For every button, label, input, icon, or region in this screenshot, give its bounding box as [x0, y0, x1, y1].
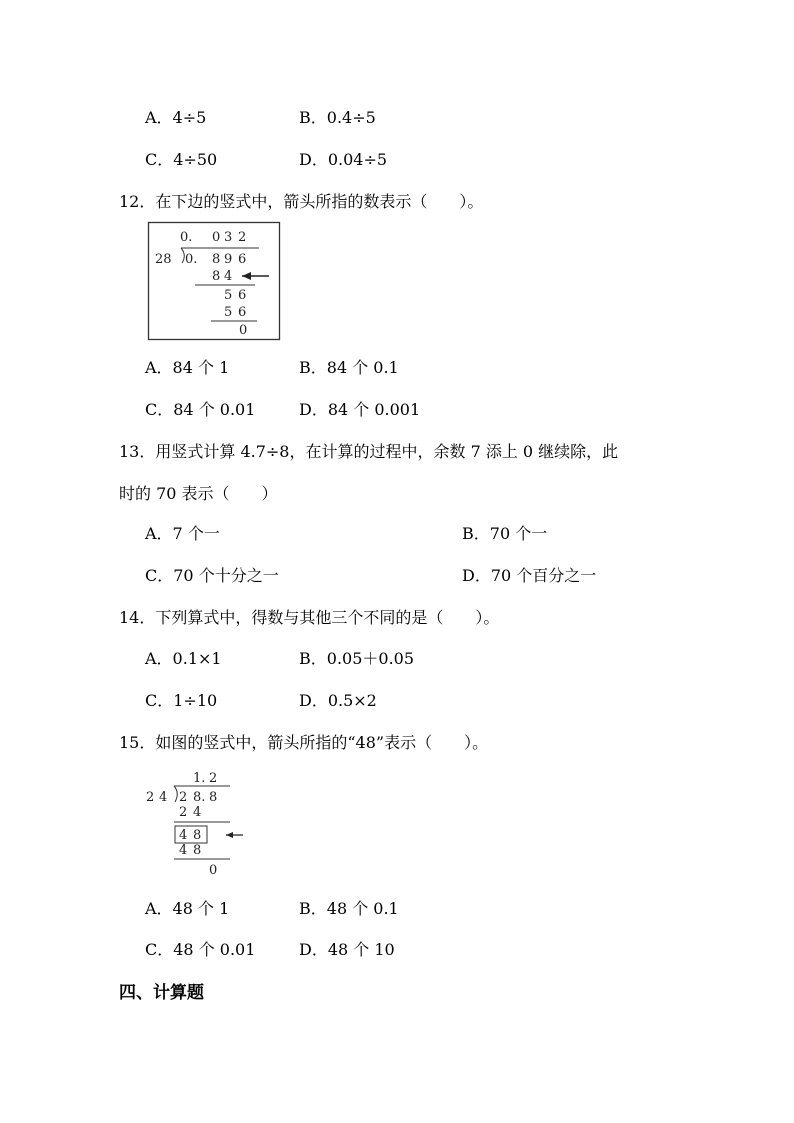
q12-bracket	[181, 248, 184, 263]
q12-rem1-d2: 6	[238, 288, 247, 303]
q12-arrow-icon	[242, 272, 251, 280]
q15-divisor-d2: 4	[159, 790, 168, 805]
q13-stem-line-2: 时的 70 表示（ ）	[119, 484, 278, 503]
q12-quotient-int: 0.	[180, 230, 193, 245]
q12-step2-d1: 5	[224, 305, 233, 320]
q14-stem: 14．下列算式中，得数与其他三个不同的是（ ）。	[119, 608, 500, 627]
section-title: 四、计算题	[119, 983, 204, 1003]
q15-step1-d1: 2	[179, 805, 188, 820]
q15-step2-d1: 4	[179, 843, 188, 858]
q15-option-a: A．48 个 1	[145, 899, 230, 918]
q12-dividend-d3: 6	[238, 252, 247, 267]
q13-option-c: C．70 个十分之一	[145, 566, 279, 585]
q12-quotient-d1: 0	[212, 230, 221, 245]
q15-rem1-d1: 4	[179, 828, 188, 843]
q12-rem1-d1: 5	[224, 288, 233, 303]
q15-dividend-d1: 2	[179, 790, 188, 805]
q11-option-b: B．0.4÷5	[299, 108, 376, 127]
q12-step1-d1: 8	[212, 269, 221, 284]
q12-option-d: D．84 个 0.001	[299, 400, 421, 419]
q14-option-c: C．1÷10	[145, 691, 218, 710]
q15-stem: 15．如图的竖式中，箭头所指的“48”表示（ ）。	[119, 733, 489, 752]
q12-dividend-int: 0.	[185, 252, 198, 267]
q15-option-c: C．48 个 0.01	[145, 940, 256, 959]
q12-final: 0	[239, 323, 248, 338]
q15-dividend-d3: 8	[209, 790, 218, 805]
q15-step1-d2: 4	[193, 805, 202, 820]
q13-option-d: D．70 个百分之一	[462, 566, 597, 585]
q12-option-a: A．84 个 1	[145, 358, 230, 377]
q15-option-b: B．48 个 0.1	[299, 899, 399, 918]
q12-step1-d2: 4	[224, 269, 233, 284]
q11-option-c: C．4÷50	[145, 150, 218, 169]
q13-option-b: B．70 个一	[462, 524, 548, 543]
q15-option-d: D．48 个 10	[299, 940, 395, 959]
q11-option-a: A．4÷5	[145, 108, 207, 127]
q12-long-division-figure	[147, 221, 281, 342]
q14-option-b: B．0.05＋0.05	[299, 649, 415, 668]
q12-dividend-d1: 8	[212, 252, 221, 267]
q12-stem: 12．在下边的竖式中，箭头所指的数表示（ ）。	[119, 192, 484, 211]
q12-dividend-d2: 9	[224, 252, 233, 267]
q14-option-d: D．0.5×2	[299, 691, 377, 710]
q15-bracket	[174, 786, 177, 802]
q14-option-a: A．0.1×1	[145, 649, 222, 668]
q12-quotient-d2: 3	[224, 230, 233, 245]
q12-option-b: B．84 个 0.1	[299, 358, 399, 377]
q15-long-division-figure	[140, 768, 250, 880]
q15-quotient-int: 1.	[193, 771, 206, 786]
q11-option-d: D．0.04÷5	[299, 150, 388, 169]
q15-step2-d2: 8	[193, 843, 202, 858]
q15-arrow-icon	[226, 832, 233, 838]
q15-final: 0	[209, 863, 218, 878]
q15-rem1-d2: 8	[193, 828, 202, 843]
q12-step2-d2: 6	[238, 305, 247, 320]
q12-quotient-d3: 2	[238, 230, 247, 245]
q13-option-a: A．7 个一	[145, 524, 220, 543]
q15-divisor-d1: 2	[146, 790, 155, 805]
q15-dividend-d2: 8.	[193, 790, 206, 805]
q12-divisor: 28	[155, 252, 172, 267]
q12-option-c: C．84 个 0.01	[145, 400, 256, 419]
q15-quotient-d1: 2	[209, 771, 218, 786]
q13-stem-line-1: 13．用竖式计算 4.7÷8，在计算的过程中，余数 7 添上 0 继续除，此	[119, 442, 619, 461]
